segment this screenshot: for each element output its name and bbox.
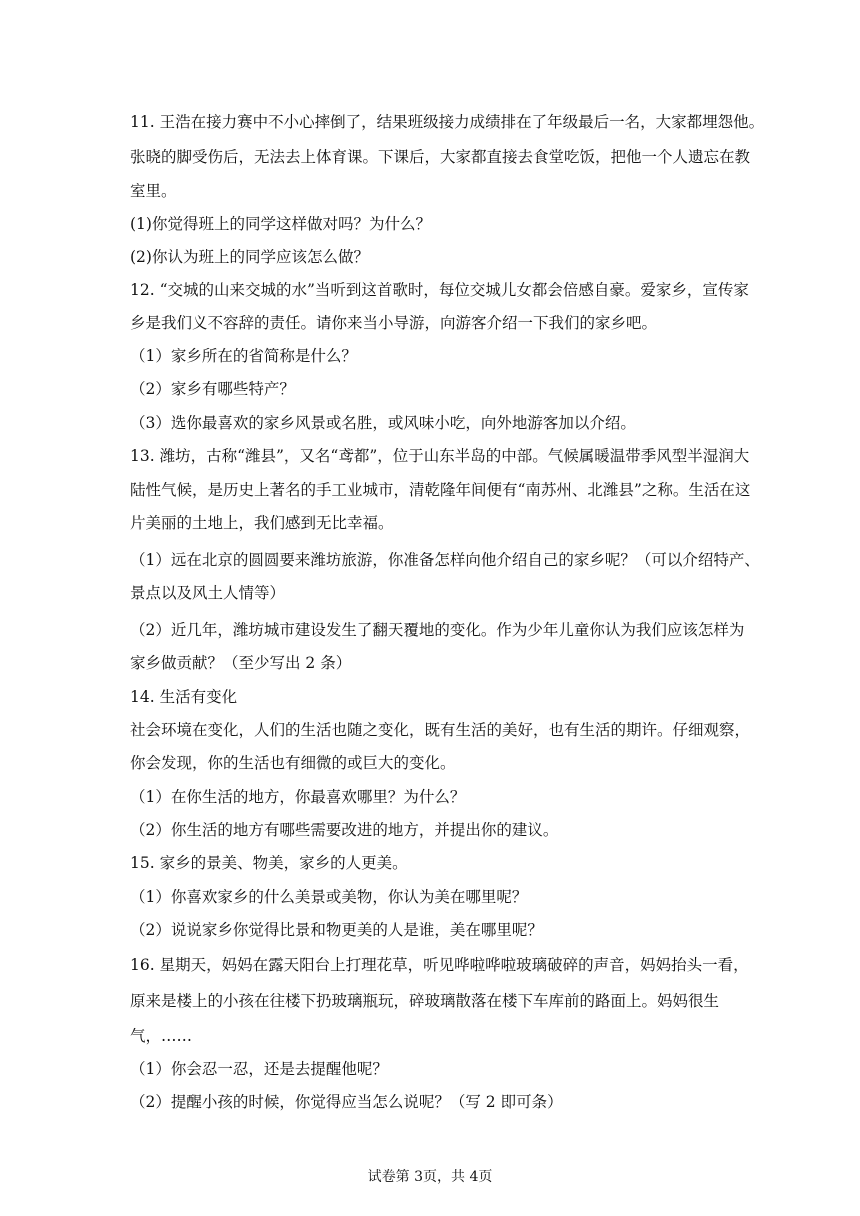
q13-line-2: 陆性气候，是历史上著名的手工业城市，清乾隆年间便有“南苏州、北潍县”之称。生活在这 [130, 481, 751, 499]
q14-line-2: 社会环境在变化，人们的生活也随之变化，既有生活的美好，也有生活的期许。仔细观察， [130, 721, 751, 739]
q11-sub-2: (2)你认为班上的同学应该怎么做？ [130, 248, 369, 266]
q16-line-2: 原来是楼上的小孩在往楼下扔玻璃瓶玩，碎玻璃散落在楼下车库前的路面上。妈妈很生 [130, 992, 720, 1010]
q11-line-3: 室里。 [130, 182, 177, 200]
q12-sub-2: （2）家乡有哪些特产？ [130, 380, 295, 398]
q13-line-1: 13. 潍坊，古称“潍县”，又名“鸢都”，位于山东半岛的中部。气候属暖温带季风型半湿润大 [130, 447, 750, 465]
q13-sub-1b: 景点以及风土人情等） [130, 584, 286, 602]
q12-sub-3: （3）选你最喜欢的家乡风景或名胜，或风味小吃，向外地游客加以介绍。 [130, 414, 636, 432]
q11-line-2: 张晓的脚受伤后，无法去上体育课。下课后，大家都直接去食堂吃饭，把他一个人遗忘在教 [130, 148, 751, 166]
q13-sub-2a: （2）近几年，潍坊城市建设发生了翻天覆地的变化。作为少年儿童你认为我们应该怎样为 [130, 621, 745, 639]
q13-sub-1a: （1）远在北京的圆圆要来潍坊旅游，你准备怎样向他介绍自己的家乡呢？（可以介绍特产、 [130, 551, 760, 569]
q16-sub-2: （2）提醒小孩的时候，你觉得应当怎么说呢？（写 2 即可条） [130, 1093, 563, 1111]
q14-line-3: 你会发现，你的生活也有细微的或巨大的变化。 [130, 754, 456, 772]
q12-line-1: 12. “交城的山来交城的水”当听到这首歌时，每位交城儿女都会倍感自豪。爱家乡，宣传家 [130, 281, 749, 299]
q16-line-3: 气，…… [130, 1027, 193, 1045]
q14-sub-1: （1）在你生活的地方，你最喜欢哪里？为什么？ [130, 788, 466, 806]
page-footer: 试卷第 3页，共 4页 [367, 1169, 493, 1185]
q13-sub-2b: 家乡做贡献？（至少写出 2 条） [130, 654, 352, 672]
q11-sub-1: (1)你觉得班上的同学这样做对吗？为什么？ [130, 215, 431, 233]
q14-sub-2: （2）你生活的地方有哪些需要改进的地方，并提出你的建议。 [130, 821, 559, 839]
q12-sub-1: （1）家乡所在的省简称是什么？ [130, 347, 357, 365]
q11-line-1: 11. 王浩在接力赛中不小心摔倒了，结果班级接力成绩排在了年级最后一名，大家都埋怨他。 [130, 113, 765, 131]
q15-line-1: 15. 家乡的景美、物美，家乡的人更美。 [130, 854, 408, 872]
q15-sub-2: （2）说说家乡你觉得比景和物更美的人是谁，美在哪里呢？ [130, 921, 543, 939]
q16-sub-1: （1）你会忍一忍，还是去提醒他呢？ [130, 1060, 388, 1078]
q15-sub-1: （1）你喜欢家乡的什么美景或美物，你认为美在哪里呢？ [130, 888, 528, 906]
q16-line-1: 16. 星期天，妈妈在露天阳台上打理花草，听见哗啦哗啦玻璃破碎的声音，妈妈抬头一看， [130, 956, 749, 974]
q12-line-2: 乡是我们义不容辞的责任。请你来当小导游，向游客介绍一下我们的家乡吧。 [130, 314, 658, 332]
q14-line-1: 14. 生活有变化 [130, 688, 238, 706]
q13-line-3: 片美丽的土地上，我们感到无比幸福。 [130, 514, 394, 532]
